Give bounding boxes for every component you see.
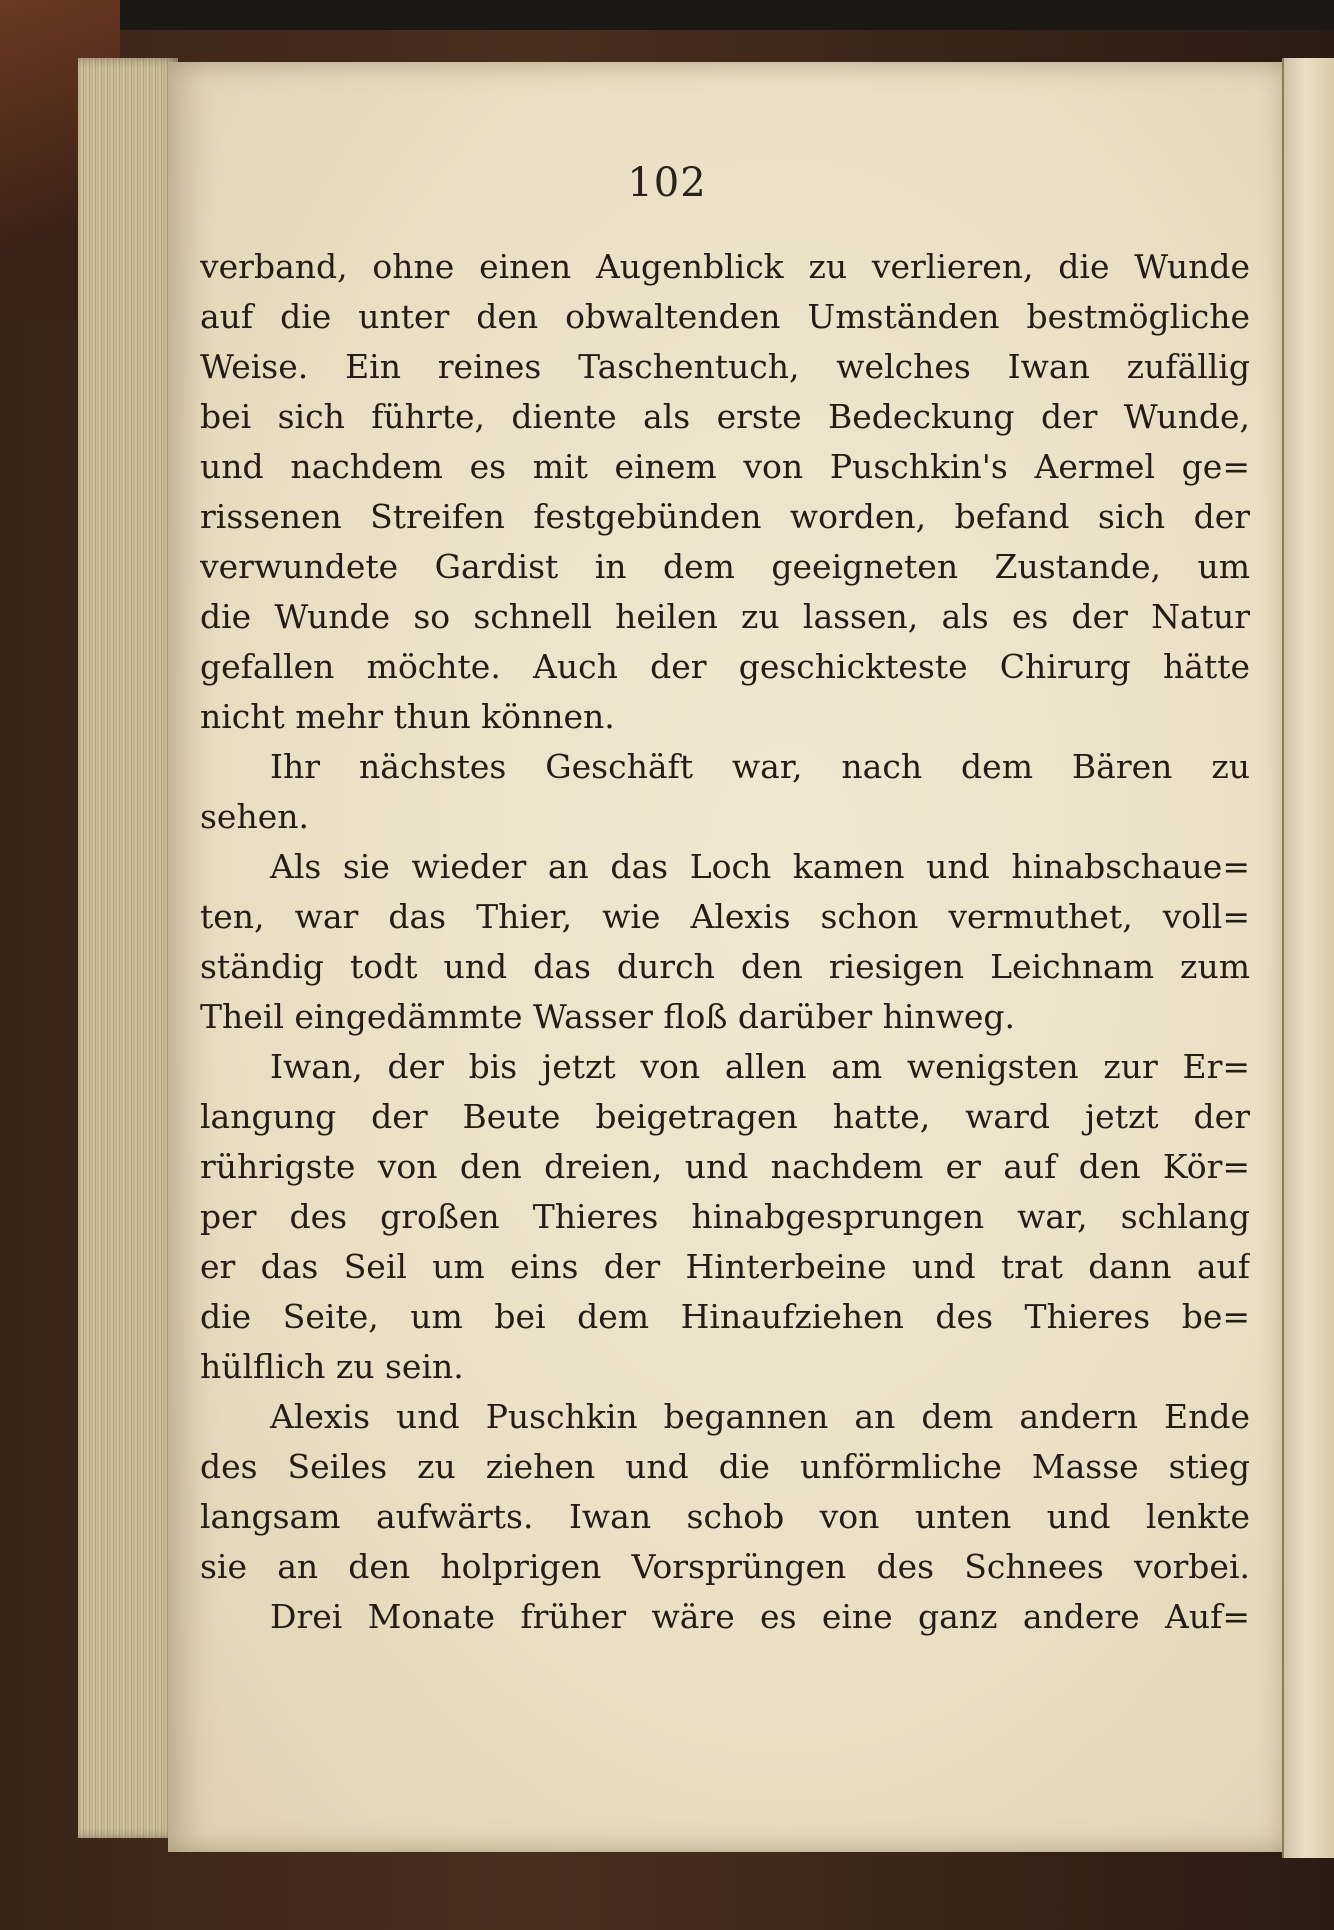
text-line: Theil eingedämmte Wasser floß darüber hinweg.: [200, 997, 1016, 1036]
text-line: langsam aufwärts. Iwan schob von unten und lenkte: [200, 1497, 1250, 1536]
page-edges: [78, 58, 178, 1838]
text-line: Drei Monate früher wäre es eine ganz andere Auf=: [270, 1597, 1250, 1636]
text-line: auf die unter den obwaltenden Umständen bestmögliche: [200, 297, 1250, 336]
text-line: ten, war das Thier, wie Alexis schon vermuthet, voll=: [200, 897, 1250, 936]
body-text: [200, 242, 1250, 1642]
text-line: Alexis und Puschkin begannen an dem andern Ende: [270, 1397, 1250, 1436]
page-number: 102: [627, 160, 707, 206]
text-line: Ihr nächstes Geschäft war, nach dem Bären zu: [270, 747, 1250, 786]
text-line: per des großen Thieres hinabgesprungen war, schlang: [200, 1197, 1250, 1236]
text-line: sehen.: [200, 797, 309, 836]
text-line: sie an den holprigen Vorsprüngen des Schnees vorbei.: [200, 1547, 1250, 1586]
text-line: nicht mehr thun können.: [200, 697, 615, 736]
text-line: Weise. Ein reines Taschentuch, welches Iwan zufällig: [200, 347, 1250, 386]
facing-page-edge: [1282, 58, 1334, 1858]
text-line: verwundete Gardist in dem geeigneten Zustande, um: [200, 547, 1250, 586]
text-line: rührigste von den dreien, und nachdem er auf den Kör=: [200, 1147, 1250, 1186]
text-line: rissenen Streifen festgebünden worden, befand sich der: [200, 497, 1250, 536]
text-line: ständig todt und das durch den riesigen Leichnam zum: [200, 947, 1250, 986]
text-line: verband, ohne einen Augenblick zu verlieren, die Wunde: [200, 247, 1250, 286]
text-line: bei sich führte, diente als erste Bedeckung der Wunde,: [200, 397, 1250, 436]
text-line: langung der Beute beigetragen hatte, ward jetzt der: [200, 1097, 1250, 1136]
text-line: des Seiles zu ziehen und die unförmliche Masse stieg: [200, 1447, 1250, 1486]
text-line: Iwan, der bis jetzt von allen am wenigsten zur Er=: [270, 1047, 1250, 1086]
text-line: hülflich zu sein.: [200, 1347, 464, 1386]
text-line: Als sie wieder an das Loch kamen und hinabschaue=: [270, 847, 1250, 886]
text-line: die Seite, um bei dem Hinaufziehen des Thieres be=: [200, 1297, 1250, 1336]
text-line: die Wunde so schnell heilen zu lassen, als es der Natur: [200, 597, 1250, 636]
text-line: er das Seil um eins der Hinterbeine und trat dann auf: [200, 1247, 1250, 1286]
text-line: und nachdem es mit einem von Puschkin's Aermel ge=: [200, 447, 1250, 486]
text-line: gefallen möchte. Auch der geschickteste Chirurg hätte: [200, 647, 1250, 686]
